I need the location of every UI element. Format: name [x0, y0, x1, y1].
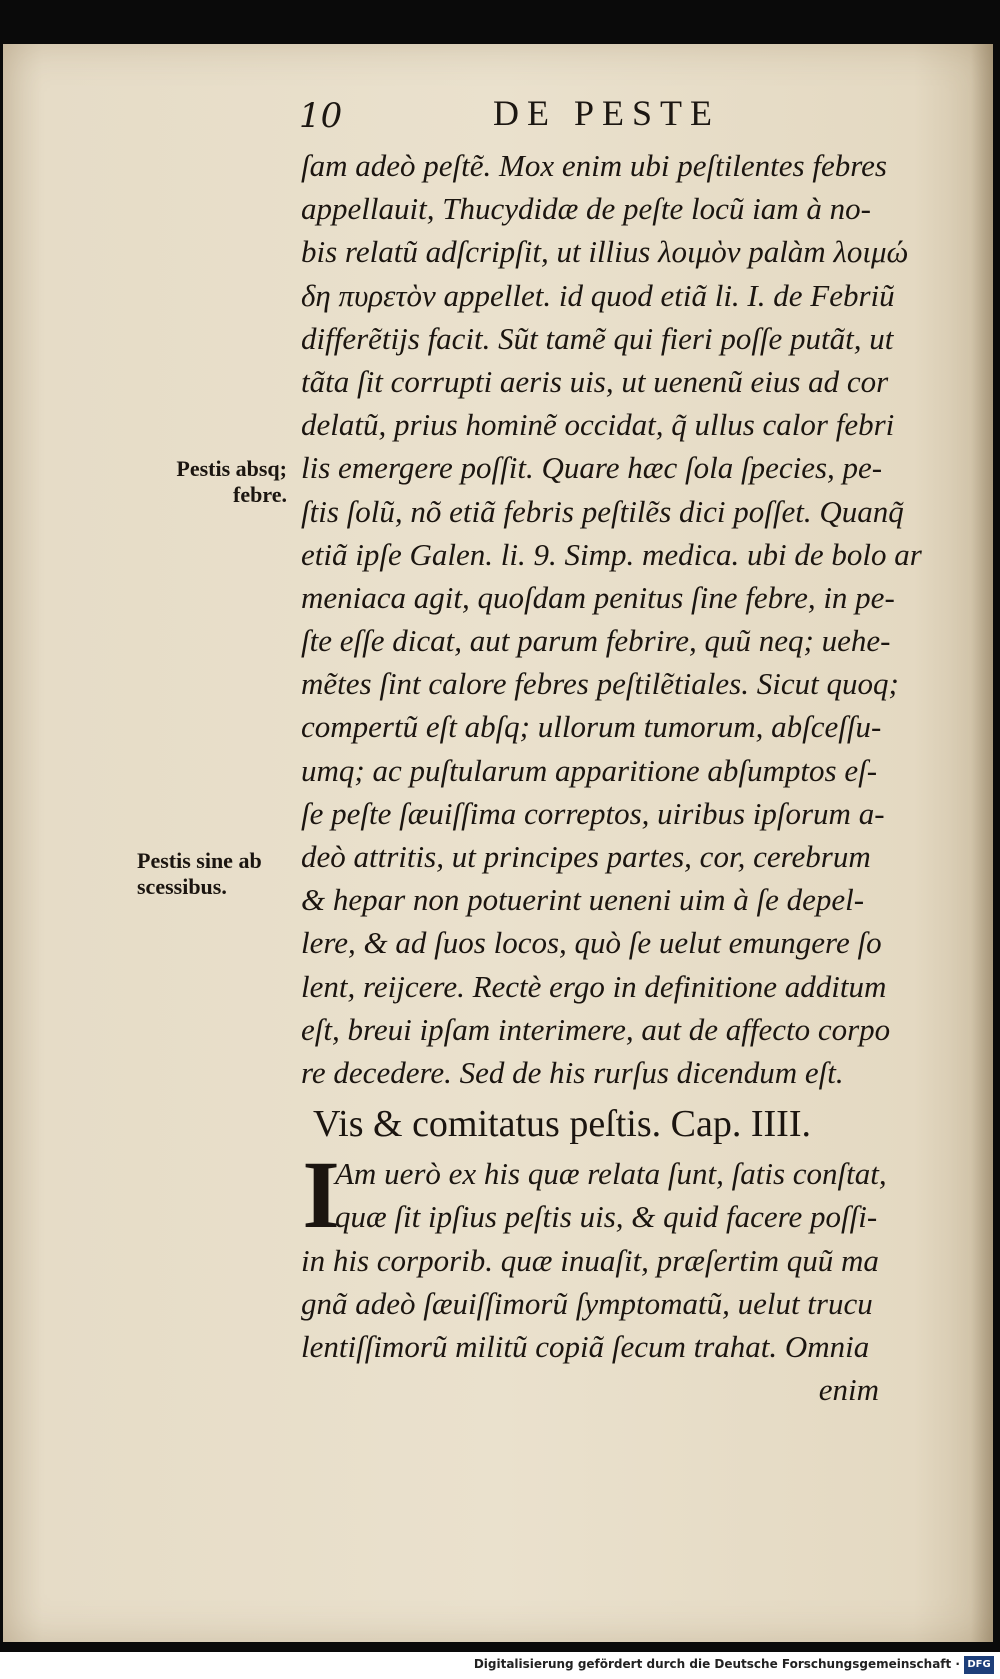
text-line: lent, reijcere. Rectè ergo in definitione additum [301, 968, 887, 1004]
text-line: & hepar non potuerint ueneni uim à ſe depel- [301, 882, 865, 918]
text-line: quæ ſit ipſius peſtis uis, & quid facere poſſi- [335, 1199, 878, 1235]
text-line: ſte eſſe dicat, aut parum febrire, quũ neq; uehe- [301, 623, 891, 659]
text-line: etiã ipſe Galen. li. 9. Simp. medica. ubi de bolo ar [301, 536, 922, 572]
text-line: differẽtijs facit. Sũt tamẽ qui fieri poſſe putãt, ut [301, 320, 894, 356]
page-edge-shadow [971, 44, 993, 1642]
paragraph [301, 144, 941, 1094]
text-line: lis emergere poſſit. Quare hæc ſola ſpecies, pe- [301, 450, 883, 486]
text-line: lere, & ad ſuos locos, quò ſe uelut emungere ſo [301, 925, 882, 961]
text-line: Am uerò ex his quæ relata ſunt, ſatis conſtat, [335, 1156, 887, 1192]
text-line: eſt, breui ipſam interimere, aut de affecto corpo [301, 1011, 891, 1047]
margin-note-line: Pestis absq; [176, 456, 287, 481]
text-line: δη πυρετὸν appellet. id quod etiã li. I. de Febriũ [301, 277, 895, 313]
text-line: ſam adeò peſtẽ. Mox enim ubi peſtilentes febres [301, 148, 887, 183]
text-line: in his corporib. quæ inuaſit, præſertim quũ ma [301, 1242, 879, 1278]
text-line: ſe peſte ſæuiſſima correptos, uiribus ipſorum a- [301, 795, 885, 831]
text-line: umq; ac puſtularum apparitione abſumptos eſ- [301, 752, 878, 788]
digitization-footer [0, 1652, 1000, 1679]
margin-note-line: febre. [233, 482, 287, 507]
page-header [293, 88, 933, 148]
text-line: delatũ, prius hominẽ occidat, q̃ ullus calor febri [301, 407, 895, 443]
margin-note [145, 456, 287, 508]
running-title: DE PESTE [493, 93, 721, 133]
margin-note-line: scessibus. [137, 874, 227, 899]
text-line: ſtis ſolũ, nõ etiã febris peſtilẽs dici poſſet. Quanq̃ [301, 493, 904, 529]
text-line: lentiſſimorũ militũ copiã ſecum trahat. Omnia [301, 1328, 870, 1364]
margin-note [137, 848, 297, 900]
text-line: tãta ſit corrupti aeris uis, ut uenenũ eius ad cor [301, 363, 889, 399]
margin-note-line: Pestis sine ab [137, 848, 262, 873]
page-number: 10 [299, 96, 343, 136]
drop-cap: I [302, 1141, 340, 1249]
text-line: mẽtes ſint calore febres peſtilẽtiales. Sicut quoq; [301, 666, 899, 702]
footer-credit: Digitalisierung gefördert durch die Deutsche Forschungsgemeinschaft · [473, 1657, 960, 1671]
text-line: gnã adeò ſæuiſſimorũ ſymptomatũ, uelut trucu [301, 1285, 873, 1321]
book-page [3, 44, 993, 1642]
body-text [301, 144, 941, 1411]
text-line: bis relatũ adſcripſit, ut illius λοιμὸν palàm λοιμώ [301, 234, 909, 270]
text-line: re decedere. Sed de his rurſus dicendum eſt. [301, 1054, 844, 1090]
paragraph [301, 1141, 941, 1411]
text-line: appellauit, Thucydidæ de peſte locũ iam à no- [301, 191, 871, 227]
text-line: compertũ eſt abſq; ullorum tumorum, abſceſſu- [301, 709, 882, 745]
chapter-heading: Vis & comitatus peſtis. Cap. IIII. [313, 1103, 811, 1146]
text-line: deò attritis, ut principes partes, cor, cerebrum [301, 839, 871, 874]
dfg-logo-icon: DFG [964, 1656, 994, 1674]
text-line: meniaca agit, quoſdam penitus ſine febre, in pe- [301, 579, 895, 615]
catchword: enim [818, 1372, 879, 1408]
